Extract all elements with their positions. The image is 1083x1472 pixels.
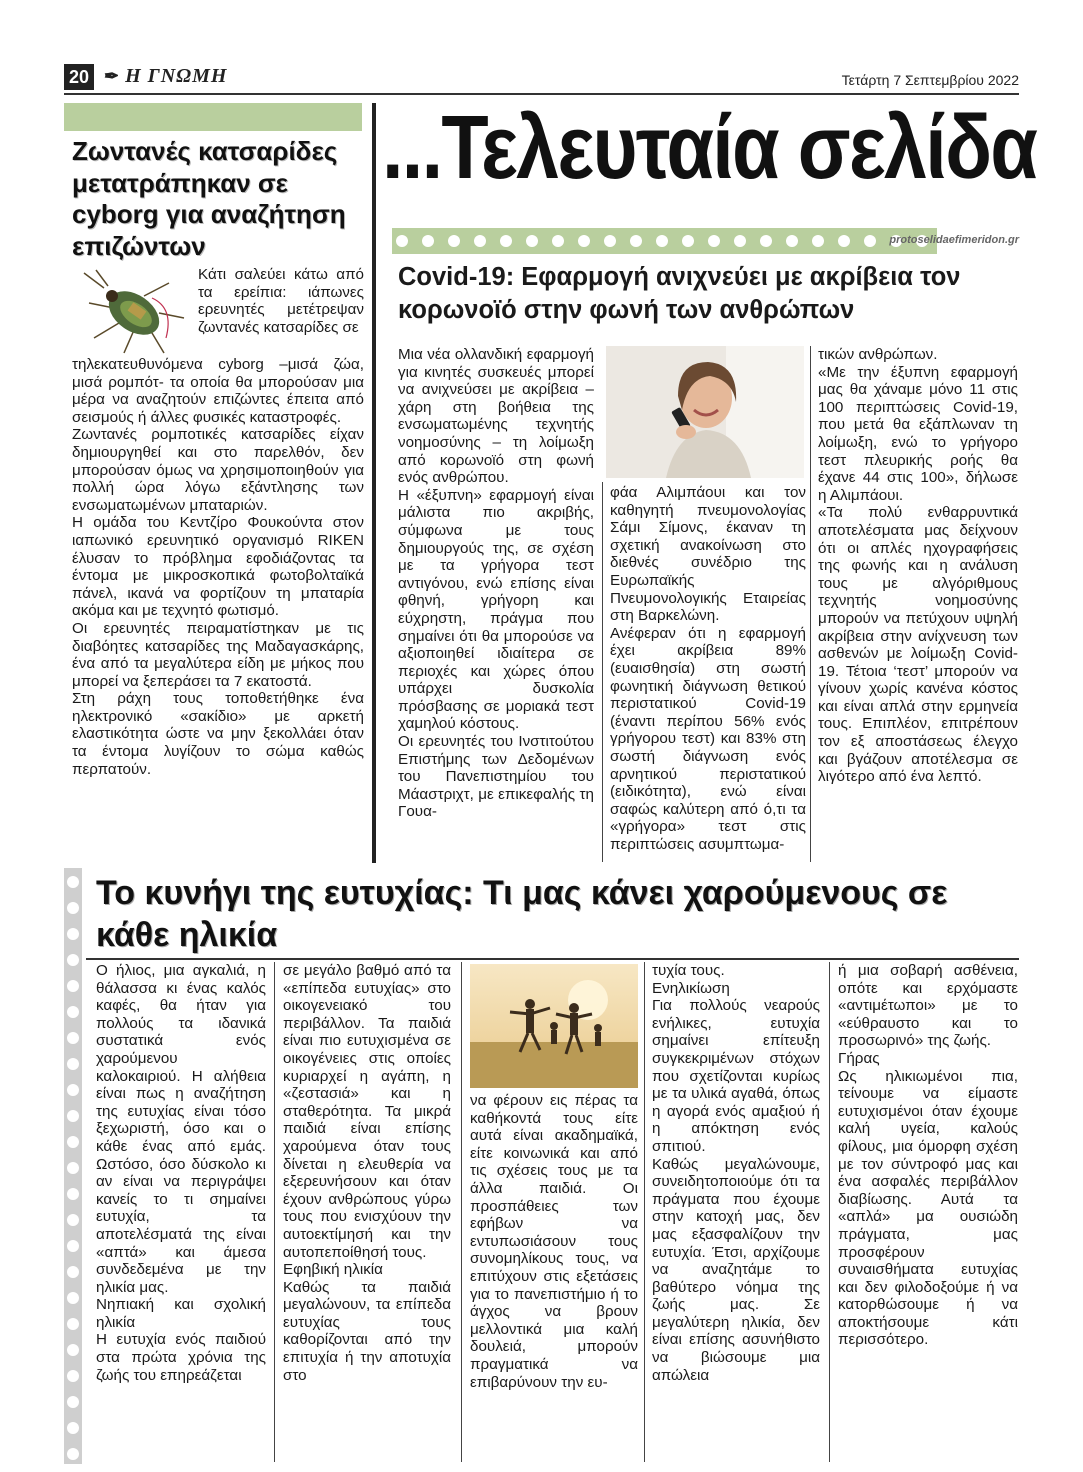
subheading: Γήρας xyxy=(838,1049,880,1067)
dotted-side-bar xyxy=(64,868,82,1464)
happiness-column-4 xyxy=(652,962,820,1384)
happiness-column-2 xyxy=(283,962,451,1384)
paragraph: Ως ηλικιωμένοι πια, τείνουμε να είμαστε ευτυχισμένοι όταν έχουμε καλή υγεία, καλούς φίλους, μια όμορφη σχέση με τον σύντροφό μας και ένα ασφαλές περιβάλλον διαβίωσης. Αυτά τα «απλά» μα ουσιώδη πράγματα, μας προσφέρουν συναισθήματα ευτυχίας και δεν φιλοδοξούμε ή να κατορθώσουμε ή να αποκτήσουμε κάτι περισσότερο. xyxy=(838,1067,1018,1349)
column-rule xyxy=(461,962,462,1462)
paragraph: Για πολλούς νεαρούς ενήλικες, ευτυχία σημαίνει επίτευξη συγκεκριμένων στόχων που σχετίζονται κυρίως με τα υλικά αγαθά, όπως η αγορά ενός αμαξιού ή η απόκτηση ενός σπιτιού. xyxy=(652,997,820,1155)
paragraph: Η ομάδα του Κεντζίρο Φουκούντα στον ιαπωνικό ερευνητικό οργανισμό RIKEN έλυσαν το πρόβλημα εφοδιάζοντας τα έντομα με μικροσκοπικά φωτοβολταϊκά πάνελ, ικανά να φορτίζουν τη μπαταρία ακόμα και με τεχνητό φωτισμό. xyxy=(72,514,364,620)
newspaper-name: Η ΓΝΩΜΗ xyxy=(125,64,228,87)
paragraph: Οι ερευνητές πειραματίστηκαν με τις διαβόητες κατσαρίδες της Μαδαγασκάρης, ένα από τα μεγαλύτερα είδη με μήκος που μπορεί να ξεπεράσει τα 7 εκατοστά. xyxy=(72,619,364,690)
column-rule xyxy=(274,962,275,1462)
paragraph: Η «έξυπνη» εφαρμογή είναι μάλιστα πιο ακριβής, σύμφωνα με τους δημιουργούς της, σε σχέση με τα γρήγορα τεστ αντιγόνου, ενώ επίσης είναι φθηνή, γρήγορη και εύχρηστη, πράγμα που σημαίνει ότι θα μπορούσε να αξιοποιηθεί ιδιαίτερα σε περιοχές και χώρες όπου υπάρχει δυσκολία πρόσβασης σε μοριακά τεστ χαμηλού κόστους. xyxy=(398,486,594,733)
page-number: 20 xyxy=(64,64,94,90)
paragraph: «Τα πολύ ενθαρρυντικά αποτελέσματα μας δείχνουν ότι οι απλές ηχογραφήσεις της φωνής και η ανάλυση τους με αλγόριθμους τεχνητής νοημοσύνης μπορούν να πετύχουν υψηλή ακρίβεια στην ανίχνευση των ασθενών με λοίμωξη Covid-19. Τέτοια ‘τεστ’ μπορούν να γίνουν χωρίς κανένα κόστος και είναι απλά στην ερμηνεία τους. Επιπλέον, επιτρέπουν τον εξ αποστάσεως έλεγχο και βγάζουν αποτέλεσμα σε λιγότερο από ένα λεπτό. xyxy=(818,504,1018,786)
paragraph: Οι ερευνητές του Ινστιτούτου Επιστήμης των Δεδομένων του Πανεπιστημίου του Μάαστριχτ, με επικεφαλής τη Γουα- xyxy=(398,733,594,821)
dotted-banner xyxy=(392,228,937,254)
story-intro: Κάτι σαλεύει κάτω από τα ερείπια: ιάπωνες ερευνητές μετέτρεψαν ζωντανές κατσαρίδες σε xyxy=(198,266,364,336)
subheading: Ενηλικίωση xyxy=(652,979,730,997)
paragraph: «Με την έξυπνη εφαρμογή μας θα χάναμε μόνο 11 στις 100 περιπτώσεις Covid-19, που μετά θα εξάπλωναν τη λοίμωξη, ενώ το γρήγορο τεστ πλευρικής ροής θα έχανε 44 στις 100», δήλωσε η Αλιμπάουι. xyxy=(818,363,1018,504)
column-rule xyxy=(829,962,830,1462)
paragraph: τυχία τους. xyxy=(652,962,725,979)
headline-rule xyxy=(86,958,1019,960)
section-title: ...Τελευταία σελίδα xyxy=(382,98,1037,198)
paragraph: Η ευτυχία ενός παιδιού στα πρώτα χρόνια της ζωής του επηρεάζεται xyxy=(96,1331,266,1384)
website-watermark: protoselidaefimeridon.gr xyxy=(889,234,1019,246)
story-accent-bar xyxy=(64,103,362,131)
covid-column-3 xyxy=(818,346,1018,786)
paragraph: Καθώς τα παιδιά μεγαλώνουν, τα επίπεδα ευτυχίας τους καθορίζονται από την επιτυχία ή την αποτυχία στο xyxy=(283,1278,451,1384)
family-field-image xyxy=(470,964,638,1088)
column-rule xyxy=(644,962,645,1462)
happiness-column-3 xyxy=(470,1092,638,1391)
pen-icon: ✒ xyxy=(104,65,120,87)
issue-date: Τετάρτη 7 Σεπτεμβρίου 2022 xyxy=(841,72,1019,88)
story-headline: Ζωντανές κατσαρίδες μετατράπηκαν σε cyborg για αναζήτηση επιζώντων xyxy=(72,136,346,262)
paragraph: ή μια σοβαρή ασθένεια, οπότε και ερχόμαστε «αντιμέτωποι» με το «εύθραυστο και το προσωρινό» της ζωής. xyxy=(838,962,1018,1050)
story-body xyxy=(72,356,364,778)
woman-phone-image xyxy=(606,346,804,478)
newspaper-logo xyxy=(104,62,227,90)
paragraph: φάα Αλιμπάουι και τον καθηγητή πνευμονολογίας Σάμι Σίμονς, έκαναν τη σχετική ανακοίνωση στο διεθνές συνέδριο της Ευρωπαϊκής Πνευμονολογικής Εταιρείας στη Βαρκελώνη. xyxy=(610,484,806,625)
cyborg-cockroach-image xyxy=(74,268,192,360)
covid-headline: Covid-19: Εφαρμογή ανιχνεύει με ακρίβεια τον κορωνοϊό στην φωνή των ανθρώπων xyxy=(398,263,961,324)
paragraph: Ανέφεραν ότι η εφαρμογή έχει ακρίβεια 89% (ευαισθησία) στη σωστή φωνητική διάγνωση θετικού περιστατικού Covid-19 (έναντι περίπου 56% ενός γρήγορου τεστ) και 83% στη σωστή διάγνωση ενός αρνητικού περιστατικού (ειδικότητα), ενώ είναι σαφώς καλύτερη από ό,τι τα «γρήγορα» τεστ στις περιπτώσεις ασυμπτωμα- xyxy=(610,624,806,853)
paragraph: Ο ήλιος, μια αγκαλιά, η θάλασσα κι ένας καλός καφές, θα ήταν για πολλούς τα ιδανικά συστατικά ενός χαρούμενου καλοκαιριού. Η αλήθεια είναι πως η αναζήτηση της ευτυχίας είναι τόσο ξεχωριστή, όσο και ο κάθε ένας από εμάς. Ωστόσο, όσο δύσκολο κι αν είναι να περιγράψει κανείς το τι σημαίνει ευτυχία, τα αποτελέσματά της είναι «απτά» και άμεσα συνδεδεμένα με την ηλικία μας. xyxy=(96,962,266,1296)
paragraph: να φέρουν εις πέρας τα καθήκοντά τους είτε αυτά είναι ακαδημαϊκά, είτε κοινωνικά και από τις σχέσεις τους με τα άλλα παιδιά. Οι προσπάθειες των εφήβων να εντυπωσιάσουν τους συνομηλίκους τους, να επιτύχουν στις εξετάσεις για το πανεπιστήμιο ή το άγχος να βρουν μελλοντικά μια καλή δουλειά, μπορούν πραγματικά να επιβαρύνουν την ευ- xyxy=(470,1092,638,1391)
paragraph: Μια νέα ολλανδική εφαρμογή για κινητές συσκευές μπορεί να ανιχνεύσει με ακρίβεια – χάρη στη βοήθεια της ενσωματωμένης τεχνητής νοημοσύνης – τη λοίμωξη από κορωνοϊό στη φωνή ενός ανθρώπου. xyxy=(398,346,594,487)
covid-column-1 xyxy=(398,346,594,821)
header-rule xyxy=(64,93,1019,95)
paragraph: τηλεκατευθυνόμενα cyborg –μισά ζώα, μισά ρομπότ- τα οποία θα μπορούσαν μια μέρα να αναζητούν επιζώντες έπειτα από σεισμούς ή άλλες φυσικές καταστροφές. xyxy=(72,356,364,426)
column-rule xyxy=(810,346,811,862)
column-rule xyxy=(602,482,603,862)
paragraph: Στη ράχη τους τοποθετήθηκε ένα ηλεκτρονικό «σακίδιο» με αρκετή ελαστικότητα ώστε να μην ξεκολλάει όταν τα έντομα λυγίζουν το σώμα καθώς περπατούν. xyxy=(72,690,364,778)
column-divider xyxy=(372,103,376,863)
subheading: Νηπιακή και σχολική ηλικία xyxy=(96,1296,266,1331)
happiness-column-5 xyxy=(838,962,1018,1349)
paragraph: τικών ανθρώπων. xyxy=(818,346,938,363)
paragraph: Καθώς μεγαλώνουμε, συνειδητοποιούμε ότι τα πράγματα που έχουμε στην κατοχή μας, δεν μας εξασφαλίζουν την ευτυχία. Έτσι, αρχίζουμε να αναζητάμε το βαθύτερο νόημα της ζωής μας. Σε μεγαλύτερη ηλικία, δεν είναι επίσης ασυνήθιστο να βιώσουμε μια απώλεια xyxy=(652,1155,820,1384)
subheading: Εφηβική ηλικία xyxy=(283,1261,383,1279)
happiness-headline: Το κυνήγι της ευτυχίας: Τι μας κάνει χαρούμενους σε κάθε ηλικία xyxy=(96,874,948,954)
paragraph: σε μεγάλο βαθμό από τα «επίπεδα ευτυχίας» στο οικογενειακό του περιβάλλον. Τα παιδιά είναι πιο ευτυχισμένα σε οικογένειες στις οποίες κυριαρχεί η αγάπη, η «ζεστασιά» και η σταθερότητα. Τα μικρά παιδιά είναι επίσης χαρούμενα όταν τους δίνεται η ελευθερία να εξερευνήσουν και όταν έχουν ανθρώπους γύρω τους που ενισχύουν την αυτοεκτίμησή και την αυτοπεποίθησή τους. xyxy=(283,962,451,1261)
happiness-column-1 xyxy=(96,962,266,1384)
paragraph: Ζωντανές ρομποτικές κατσαρίδες είχαν δημιουργηθεί και στο παρελθόν, δεν μπορούσαν όμως να χρησιμοποιηθούν για πολλή ώρα λόγω εξάντλησης των ενσωματωμένων μπαταριών. xyxy=(72,426,364,514)
covid-column-2 xyxy=(610,484,806,853)
